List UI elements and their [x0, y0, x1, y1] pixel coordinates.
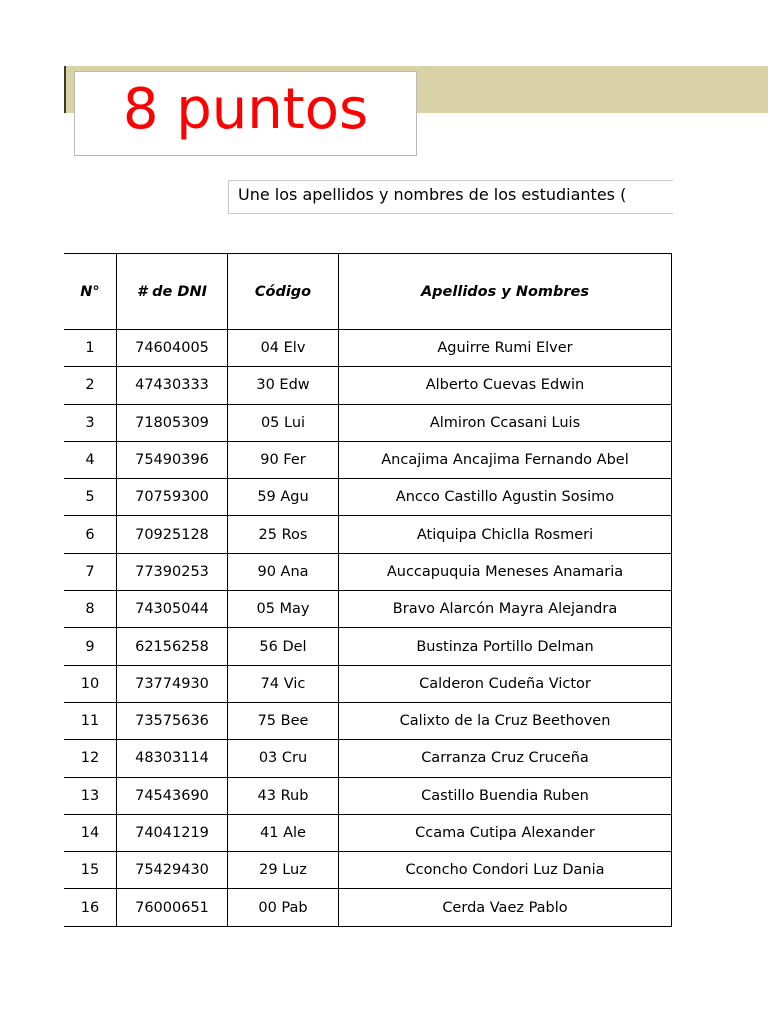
cell-code: 00 Pab	[228, 889, 339, 926]
cell-names: Calderon Cudeña Victor	[339, 665, 672, 702]
cell-number: 1	[64, 330, 117, 367]
cell-dni: 75429430	[117, 852, 228, 889]
table-row	[64, 479, 672, 516]
cell-names: Bustinza Portillo Delman	[339, 628, 672, 665]
cell-number: 7	[64, 553, 117, 590]
cell-names: Cconcho Condori Luz Dania	[339, 852, 672, 889]
cell-names: Auccapuquia Meneses Anamaria	[339, 553, 672, 590]
cell-names: Ancajima Ancajima Fernando Abel	[339, 441, 672, 478]
cell-code: 30 Edw	[228, 367, 339, 404]
cell-code: 41 Ale	[228, 814, 339, 851]
table-row	[64, 665, 672, 702]
cell-code: 75 Bee	[228, 702, 339, 739]
cell-names: Carranza Cruz Cruceña	[339, 740, 672, 777]
cell-code: 74 Vic	[228, 665, 339, 702]
cell-dni: 70759300	[117, 479, 228, 516]
cell-number: 12	[64, 740, 117, 777]
cell-dni: 77390253	[117, 553, 228, 590]
cell-names: Ccama Cutipa Alexander	[339, 814, 672, 851]
cell-dni: 74604005	[117, 330, 228, 367]
table-row	[64, 330, 672, 367]
cell-names: Atiquipa Chiclla Rosmeri	[339, 516, 672, 553]
cell-code: 90 Fer	[228, 441, 339, 478]
students-table	[64, 253, 672, 927]
score-label: 8 puntos	[122, 76, 369, 142]
cell-number: 3	[64, 404, 117, 441]
cell-dni: 73774930	[117, 665, 228, 702]
cell-names: Cerda Vaez Pablo	[339, 889, 672, 926]
cell-names: Bravo Alarcón Mayra Alejandra	[339, 591, 672, 628]
table-header-row	[64, 254, 672, 330]
cell-number: 5	[64, 479, 117, 516]
table-row	[64, 441, 672, 478]
table-row	[64, 889, 672, 926]
cell-number: 4	[64, 441, 117, 478]
cell-dni: 76000651	[117, 889, 228, 926]
table-row	[64, 404, 672, 441]
cell-dni: 75490396	[117, 441, 228, 478]
table-row	[64, 591, 672, 628]
cell-number: 15	[64, 852, 117, 889]
cell-code: 43 Rub	[228, 777, 339, 814]
table-body	[64, 330, 672, 927]
cell-names: Castillo Buendia Ruben	[339, 777, 672, 814]
instruction-box	[228, 180, 673, 214]
table-row	[64, 628, 672, 665]
score-box	[74, 71, 417, 156]
cell-code: 25 Ros	[228, 516, 339, 553]
cell-code: 05 May	[228, 591, 339, 628]
instruction-text: Une los apellidos y nombres de los estudiantes (	[238, 185, 627, 204]
table-row	[64, 740, 672, 777]
table-row	[64, 702, 672, 739]
cell-number: 8	[64, 591, 117, 628]
cell-number: 11	[64, 702, 117, 739]
table-row	[64, 367, 672, 404]
cell-names: Aguirre Rumi Elver	[339, 330, 672, 367]
table-row	[64, 553, 672, 590]
column-header-code: Código	[228, 254, 339, 330]
cell-dni: 74543690	[117, 777, 228, 814]
cell-number: 9	[64, 628, 117, 665]
banner-edge	[64, 66, 66, 113]
column-header-names: Apellidos y Nombres	[339, 254, 672, 330]
cell-dni: 73575636	[117, 702, 228, 739]
cell-dni: 71805309	[117, 404, 228, 441]
cell-code: 04 Elv	[228, 330, 339, 367]
cell-names: Calixto de la Cruz Beethoven	[339, 702, 672, 739]
cell-number: 6	[64, 516, 117, 553]
cell-dni: 74305044	[117, 591, 228, 628]
cell-code: 29 Luz	[228, 852, 339, 889]
cell-names: Ancco Castillo Agustin Sosimo	[339, 479, 672, 516]
cell-code: 90 Ana	[228, 553, 339, 590]
cell-number: 2	[64, 367, 117, 404]
cell-code: 05 Lui	[228, 404, 339, 441]
cell-code: 59 Agu	[228, 479, 339, 516]
table-row	[64, 777, 672, 814]
cell-dni: 70925128	[117, 516, 228, 553]
column-header-number: N°	[64, 254, 117, 330]
cell-number: 14	[64, 814, 117, 851]
cell-names: Almiron Ccasani Luis	[339, 404, 672, 441]
cell-dni: 62156258	[117, 628, 228, 665]
column-header-dni: # de DNI	[117, 254, 228, 330]
cell-dni: 74041219	[117, 814, 228, 851]
table-row	[64, 516, 672, 553]
table-row	[64, 852, 672, 889]
cell-dni: 48303114	[117, 740, 228, 777]
cell-code: 03 Cru	[228, 740, 339, 777]
cell-number: 10	[64, 665, 117, 702]
cell-number: 13	[64, 777, 117, 814]
cell-names: Alberto Cuevas Edwin	[339, 367, 672, 404]
table-row	[64, 814, 672, 851]
cell-dni: 47430333	[117, 367, 228, 404]
cell-code: 56 Del	[228, 628, 339, 665]
cell-number: 16	[64, 889, 117, 926]
